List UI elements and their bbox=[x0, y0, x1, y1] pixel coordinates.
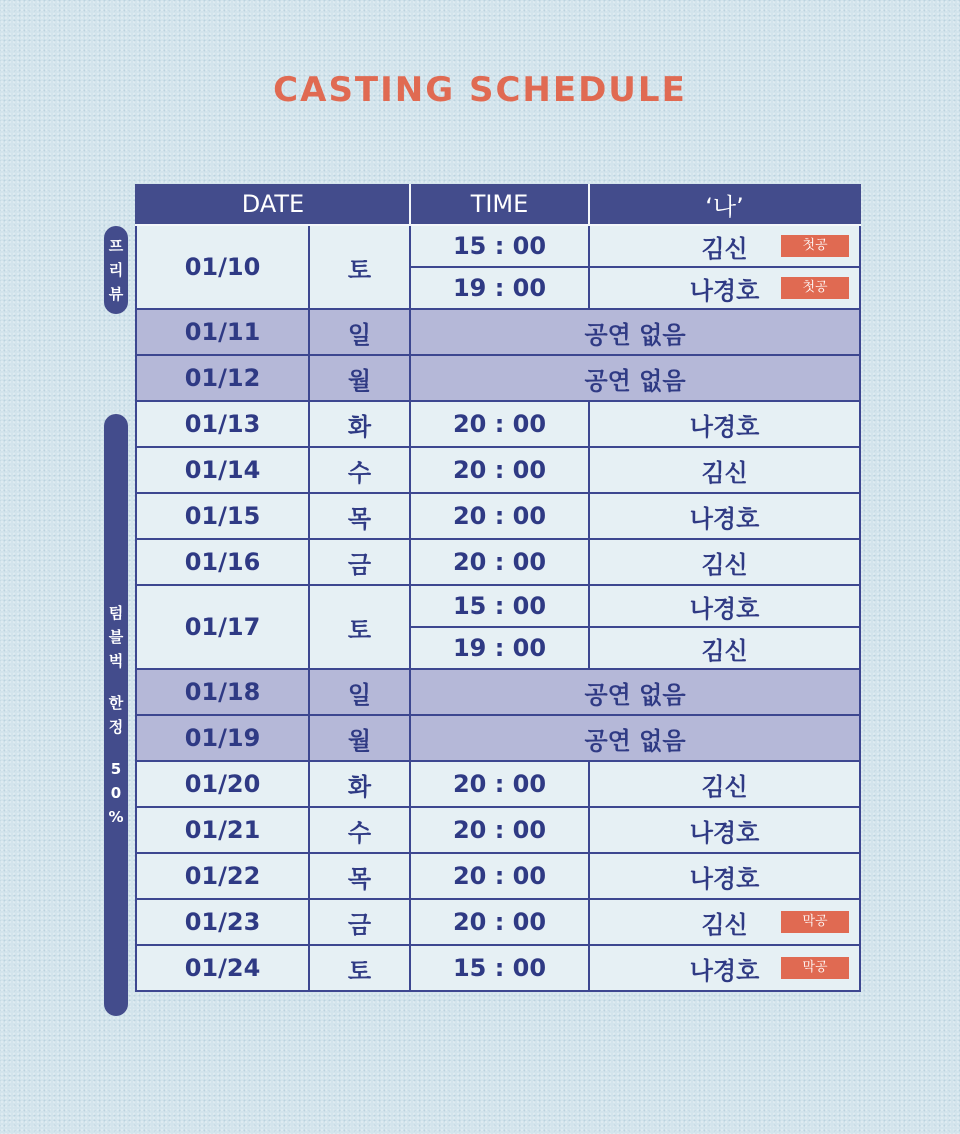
cast-cell bbox=[589, 493, 860, 539]
table-row bbox=[136, 761, 860, 807]
day-cell: 토 bbox=[309, 945, 410, 991]
schedule-table bbox=[135, 184, 861, 992]
cast-cell bbox=[589, 627, 860, 669]
table-row bbox=[136, 309, 860, 355]
cast-name: 김신 bbox=[701, 910, 748, 939]
table-row bbox=[136, 899, 860, 945]
day-cell: 수 bbox=[309, 807, 410, 853]
day-cell: 일 bbox=[309, 669, 410, 715]
date-cell: 01/11 bbox=[136, 309, 309, 355]
time-cell: 20 : 00 bbox=[410, 447, 589, 493]
day-cell: 월 bbox=[309, 715, 410, 761]
cast-name: 나경호 bbox=[689, 412, 760, 441]
side-char: 프 bbox=[108, 237, 124, 255]
table-row bbox=[136, 807, 860, 853]
date-cell: 01/16 bbox=[136, 539, 309, 585]
table-row bbox=[136, 945, 860, 991]
performance-badge: 첫공 bbox=[781, 277, 849, 299]
time-cell: 20 : 00 bbox=[410, 761, 589, 807]
cast-name: 김신 bbox=[701, 550, 748, 579]
date-cell: 01/10 bbox=[136, 225, 309, 309]
date-cell: 01/18 bbox=[136, 669, 309, 715]
cast-name: 나경호 bbox=[689, 594, 760, 623]
side-char: 리 bbox=[108, 261, 124, 279]
day-cell: 수 bbox=[309, 447, 410, 493]
cast-cell bbox=[589, 807, 860, 853]
day-cell: 목 bbox=[309, 493, 410, 539]
date-cell: 01/13 bbox=[136, 401, 309, 447]
time-header: TIME bbox=[410, 184, 589, 225]
cast-cell bbox=[589, 899, 860, 945]
time-cell: 15 : 00 bbox=[410, 225, 589, 267]
time-cell: 20 : 00 bbox=[410, 493, 589, 539]
table-row bbox=[136, 447, 860, 493]
side-char: 정 bbox=[108, 718, 124, 736]
preview-side-label bbox=[104, 226, 128, 314]
no-show-cell: 공연 없음 bbox=[410, 715, 860, 761]
table-row bbox=[136, 669, 860, 715]
date-cell: 01/14 bbox=[136, 447, 309, 493]
time-cell: 20 : 00 bbox=[410, 807, 589, 853]
cast-name: 김신 bbox=[701, 772, 748, 801]
table-row bbox=[136, 493, 860, 539]
cast-name: 나경호 bbox=[689, 864, 760, 893]
table-header-row bbox=[136, 184, 860, 225]
date-cell: 01/20 bbox=[136, 761, 309, 807]
cast-cell bbox=[589, 539, 860, 585]
time-cell: 15 : 00 bbox=[410, 585, 589, 627]
performance-badge: 막공 bbox=[781, 957, 849, 979]
table-row bbox=[136, 355, 860, 401]
date-cell: 01/24 bbox=[136, 945, 309, 991]
time-cell: 15 : 00 bbox=[410, 945, 589, 991]
date-cell: 01/23 bbox=[136, 899, 309, 945]
page-title: CASTING SCHEDULE bbox=[273, 70, 687, 110]
time-cell: 20 : 00 bbox=[410, 539, 589, 585]
date-cell: 01/22 bbox=[136, 853, 309, 899]
cast-cell bbox=[589, 225, 860, 267]
day-cell: 금 bbox=[309, 899, 410, 945]
day-cell: 월 bbox=[309, 355, 410, 401]
cast-cell bbox=[589, 945, 860, 991]
cast-name: 김신 bbox=[701, 636, 748, 665]
time-cell: 19 : 00 bbox=[410, 627, 589, 669]
date-header: DATE bbox=[136, 184, 410, 225]
cast-cell bbox=[589, 267, 860, 309]
cast-name: 김신 bbox=[701, 234, 748, 263]
cast-header: ‘나’ bbox=[589, 184, 860, 225]
side-char: 한 bbox=[108, 694, 124, 712]
side-char: 벅 bbox=[108, 652, 124, 670]
time-cell: 20 : 00 bbox=[410, 853, 589, 899]
time-cell: 19 : 00 bbox=[410, 267, 589, 309]
day-cell: 토 bbox=[309, 585, 410, 669]
day-cell: 일 bbox=[309, 309, 410, 355]
side-char: 5 bbox=[110, 760, 122, 778]
cast-name: 나경호 bbox=[689, 818, 760, 847]
table-row bbox=[136, 539, 860, 585]
cast-cell bbox=[589, 585, 860, 627]
time-cell: 20 : 00 bbox=[410, 401, 589, 447]
side-char: 뷰 bbox=[108, 285, 124, 303]
day-cell: 금 bbox=[309, 539, 410, 585]
date-cell: 01/21 bbox=[136, 807, 309, 853]
day-cell: 화 bbox=[309, 401, 410, 447]
day-cell: 목 bbox=[309, 853, 410, 899]
date-cell: 01/17 bbox=[136, 585, 309, 669]
side-char: 0 bbox=[110, 784, 122, 802]
cast-cell bbox=[589, 447, 860, 493]
side-char: 텀 bbox=[108, 604, 124, 622]
date-cell: 01/12 bbox=[136, 355, 309, 401]
no-show-cell: 공연 없음 bbox=[410, 669, 860, 715]
no-show-cell: 공연 없음 bbox=[410, 355, 860, 401]
side-char: 블 bbox=[108, 628, 124, 646]
table-row bbox=[136, 401, 860, 447]
no-show-cell: 공연 없음 bbox=[410, 309, 860, 355]
cast-name: 나경호 bbox=[689, 276, 760, 305]
table-row bbox=[136, 225, 860, 267]
date-cell: 01/19 bbox=[136, 715, 309, 761]
discount-side-label bbox=[104, 414, 128, 1016]
performance-badge: 첫공 bbox=[781, 235, 849, 257]
time-cell: 20 : 00 bbox=[410, 899, 589, 945]
cast-name: 김신 bbox=[701, 458, 748, 487]
table-row bbox=[136, 715, 860, 761]
cast-name: 나경호 bbox=[689, 504, 760, 533]
day-cell: 토 bbox=[309, 225, 410, 309]
table-row bbox=[136, 853, 860, 899]
cast-cell bbox=[589, 761, 860, 807]
performance-badge: 막공 bbox=[781, 911, 849, 933]
date-cell: 01/15 bbox=[136, 493, 309, 539]
cast-name: 나경호 bbox=[689, 956, 760, 985]
cast-cell bbox=[589, 401, 860, 447]
day-cell: 화 bbox=[309, 761, 410, 807]
table-row bbox=[136, 585, 860, 627]
side-char: % bbox=[108, 808, 124, 826]
cast-cell bbox=[589, 853, 860, 899]
